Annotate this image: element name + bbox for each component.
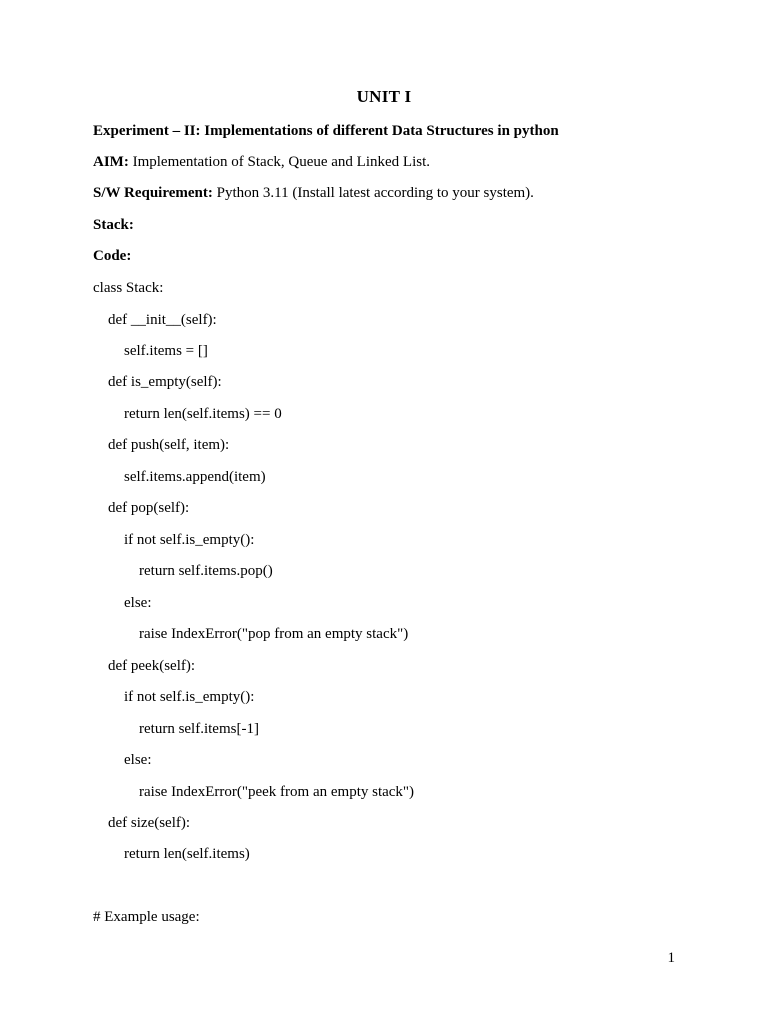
code-line: else: bbox=[124, 752, 152, 768]
sw-requirement-label: S/W Requirement: bbox=[93, 185, 213, 201]
sw-requirement-line bbox=[93, 183, 534, 203]
code-line: return self.items.pop() bbox=[139, 563, 273, 579]
code-line: return len(self.items) bbox=[124, 846, 250, 862]
page-number: 1 bbox=[667, 950, 675, 966]
code-line: self.items = [] bbox=[124, 343, 208, 359]
code-line: if not self.is_empty(): bbox=[124, 689, 255, 705]
sw-requirement-text: Python 3.11 (Install latest according to your system). bbox=[212, 185, 534, 201]
unit-title: UNIT I bbox=[356, 87, 412, 106]
aim-label: AIM: bbox=[93, 154, 129, 170]
code-line: return len(self.items) == 0 bbox=[124, 406, 282, 422]
code-line: else: bbox=[124, 595, 152, 611]
code-line: def __init__(self): bbox=[108, 312, 217, 328]
code-line: return self.items[-1] bbox=[139, 721, 259, 737]
code-line: def peek(self): bbox=[108, 658, 196, 674]
code-line: def push(self, item): bbox=[108, 437, 230, 453]
code-line: def pop(self): bbox=[108, 500, 190, 516]
code-line: raise IndexError("peek from an empty stack") bbox=[139, 784, 415, 800]
code-line: def is_empty(self): bbox=[108, 374, 222, 390]
stack-heading: Stack: bbox=[93, 217, 134, 233]
example-usage-comment: # Example usage: bbox=[93, 909, 200, 925]
code-line: class Stack: bbox=[93, 280, 164, 296]
code-line: def size(self): bbox=[108, 815, 191, 831]
code-line: raise IndexError("pop from an empty stack") bbox=[139, 626, 409, 642]
code-heading: Code: bbox=[93, 248, 132, 264]
aim-line bbox=[93, 152, 430, 172]
aim-text: Implementation of Stack, Queue and Linked List. bbox=[128, 154, 430, 170]
code-line: if not self.is_empty(): bbox=[124, 532, 255, 548]
experiment-heading: Experiment – II: Implementations of different Data Structures in python bbox=[93, 123, 559, 139]
code-line: self.items.append(item) bbox=[124, 469, 266, 485]
